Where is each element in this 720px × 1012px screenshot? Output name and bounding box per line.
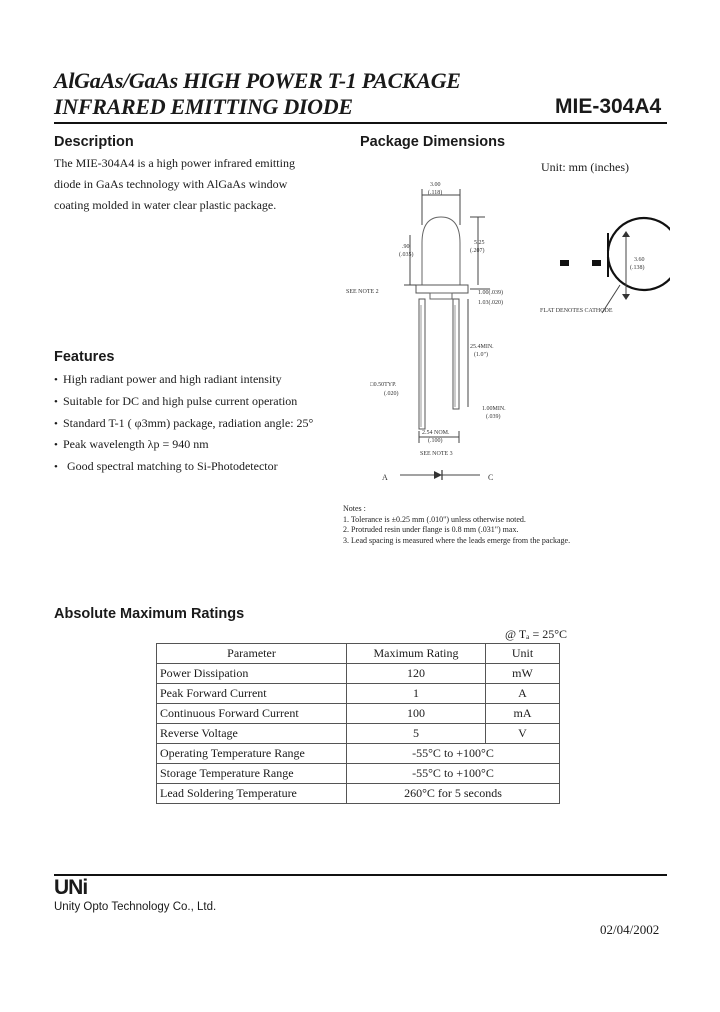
- dim-top: 3.60: [634, 257, 645, 263]
- anode-label: A: [382, 473, 388, 482]
- feature-item: [54, 413, 313, 435]
- package-drawing: [330, 175, 670, 485]
- company-logo: UNi: [54, 876, 88, 899]
- table-row: [157, 744, 560, 764]
- rating-cell: -55°C to +100°C: [347, 744, 560, 764]
- package-heading: Package Dimensions: [360, 134, 506, 150]
- rating-cell: 120: [347, 664, 486, 684]
- parameter-cell: Storage Temperature Range: [157, 764, 347, 784]
- table-row: [157, 664, 560, 684]
- unit-label: Unit: mm (inches): [541, 160, 629, 174]
- column-header: Parameter: [157, 644, 347, 664]
- rating-cell: 1: [347, 684, 486, 704]
- part-number: MIE-304A4: [555, 95, 662, 118]
- feature-text: Good spectral matching to Si-Photodetector: [67, 459, 278, 474]
- dim-d1-in: (.035): [399, 252, 414, 258]
- feature-text: High radiant power and high radiant intensity: [63, 372, 282, 386]
- dim-flange: 1.00(.039): [478, 290, 503, 296]
- dim-lead-square: □0.50TYP.: [370, 382, 397, 388]
- document-date: 02/04/2002: [600, 922, 660, 937]
- bullet-icon: •: [54, 417, 58, 430]
- table-row: [157, 764, 560, 784]
- dim-width: 3.00: [430, 182, 441, 188]
- dim-spacing: 2.54 NOM.: [422, 430, 450, 436]
- parameter-cell: Continuous Forward Current: [157, 704, 347, 724]
- feature-item: [54, 456, 313, 478]
- features-heading: Features: [54, 349, 115, 365]
- dim-spacing-in: (.100): [428, 438, 443, 444]
- see-note-3: SEE NOTE 3: [420, 451, 453, 457]
- notes-title: Notes :: [343, 504, 366, 513]
- description-text: [54, 153, 334, 216]
- description-line: The MIE-304A4 is a high power infrared emitting: [54, 156, 295, 170]
- company-name: Unity Opto Technology Co., Ltd.: [54, 901, 217, 913]
- ratings-condition: @ Tₐ = 25°C: [505, 627, 568, 641]
- column-header: Maximum Rating: [347, 644, 486, 664]
- notes: [343, 504, 570, 546]
- dim-width-in: (.118): [428, 190, 443, 196]
- dim-min-in: (.039): [486, 414, 501, 420]
- feature-item: [54, 434, 313, 456]
- bullet-icon: •: [54, 439, 58, 452]
- dim-min: 1.00MIN.: [482, 406, 506, 412]
- unit-cell: mW: [486, 664, 560, 684]
- parameter-cell: Peak Forward Current: [157, 684, 347, 704]
- note-item: 2. Protruded resin under flange is 0.8 mm (.031") max.: [343, 525, 519, 534]
- table-row: [157, 724, 560, 744]
- dim-lead-square-in: (.020): [384, 391, 399, 397]
- ratings-heading: Absolute Maximum Ratings: [54, 606, 245, 622]
- title-line-2: INFRARED EMITTING DIODE: [54, 94, 353, 119]
- dim-lead-length: 25.4MIN.: [470, 344, 494, 350]
- unit-cell: A: [486, 684, 560, 704]
- dim-d1: .90: [402, 244, 410, 250]
- note-item: 3. Lead spacing is measured where the leads emerge from the package.: [343, 535, 571, 545]
- table-header-row: [157, 644, 560, 664]
- parameter-cell: Lead Soldering Temperature: [157, 784, 347, 804]
- dim-flange2: 1.03(.020): [478, 300, 503, 306]
- parameter-cell: Power Dissipation: [157, 664, 347, 684]
- feature-text: Standard T-1 ( φ3mm) package, radiation angle: 25°: [63, 415, 314, 430]
- rating-cell: 100: [347, 704, 486, 724]
- dim-height: 5.25: [474, 240, 485, 246]
- feature-item: [54, 369, 313, 391]
- bullet-icon: •: [54, 395, 58, 408]
- table-row: [157, 784, 560, 804]
- bullet-icon: •: [54, 374, 58, 386]
- see-note-2: SEE NOTE 2: [346, 289, 379, 295]
- table-row: [157, 684, 560, 704]
- dim-height-in: (.207): [470, 248, 485, 254]
- table-row: [157, 704, 560, 724]
- rating-cell: 260°C for 5 seconds: [347, 784, 560, 804]
- column-header: Unit: [486, 644, 560, 664]
- rating-cell: 5: [347, 724, 486, 744]
- title-line-1: AlGaAs/GaAs HIGH POWER T-1 PACKAGE: [54, 68, 461, 93]
- parameter-cell: Reverse Voltage: [157, 724, 347, 744]
- description-line: coating molded in water clear plastic package.: [54, 198, 277, 212]
- feature-item: [54, 391, 313, 413]
- note-item: 1. Tolerance is ±0.25 mm (.010") unless otherwise noted.: [343, 514, 526, 524]
- rating-cell: -55°C to +100°C: [347, 764, 560, 784]
- dim-lead-length-in: (1.0"): [474, 352, 488, 358]
- header-rule: [54, 122, 667, 124]
- description-line: diode in GaAs technology with AlGaAs window: [54, 177, 288, 191]
- description-heading: Description: [54, 134, 134, 150]
- cathode-label: C: [488, 473, 494, 482]
- dim-top-in: (.138): [630, 265, 645, 271]
- unit-cell: mA: [486, 704, 560, 724]
- feature-text: Peak wavelength λp = 940 nm: [63, 437, 209, 452]
- footer-rule: [54, 874, 667, 876]
- ratings-table: [156, 643, 560, 804]
- feature-text: Suitable for DC and high pulse current operation: [63, 393, 298, 408]
- bullet-icon: •: [54, 461, 58, 474]
- features-list: [54, 369, 313, 478]
- parameter-cell: Operating Temperature Range: [157, 744, 347, 764]
- unit-cell: V: [486, 724, 560, 744]
- flat-cathode-label: FLAT DENOTES CATHODE: [540, 308, 613, 314]
